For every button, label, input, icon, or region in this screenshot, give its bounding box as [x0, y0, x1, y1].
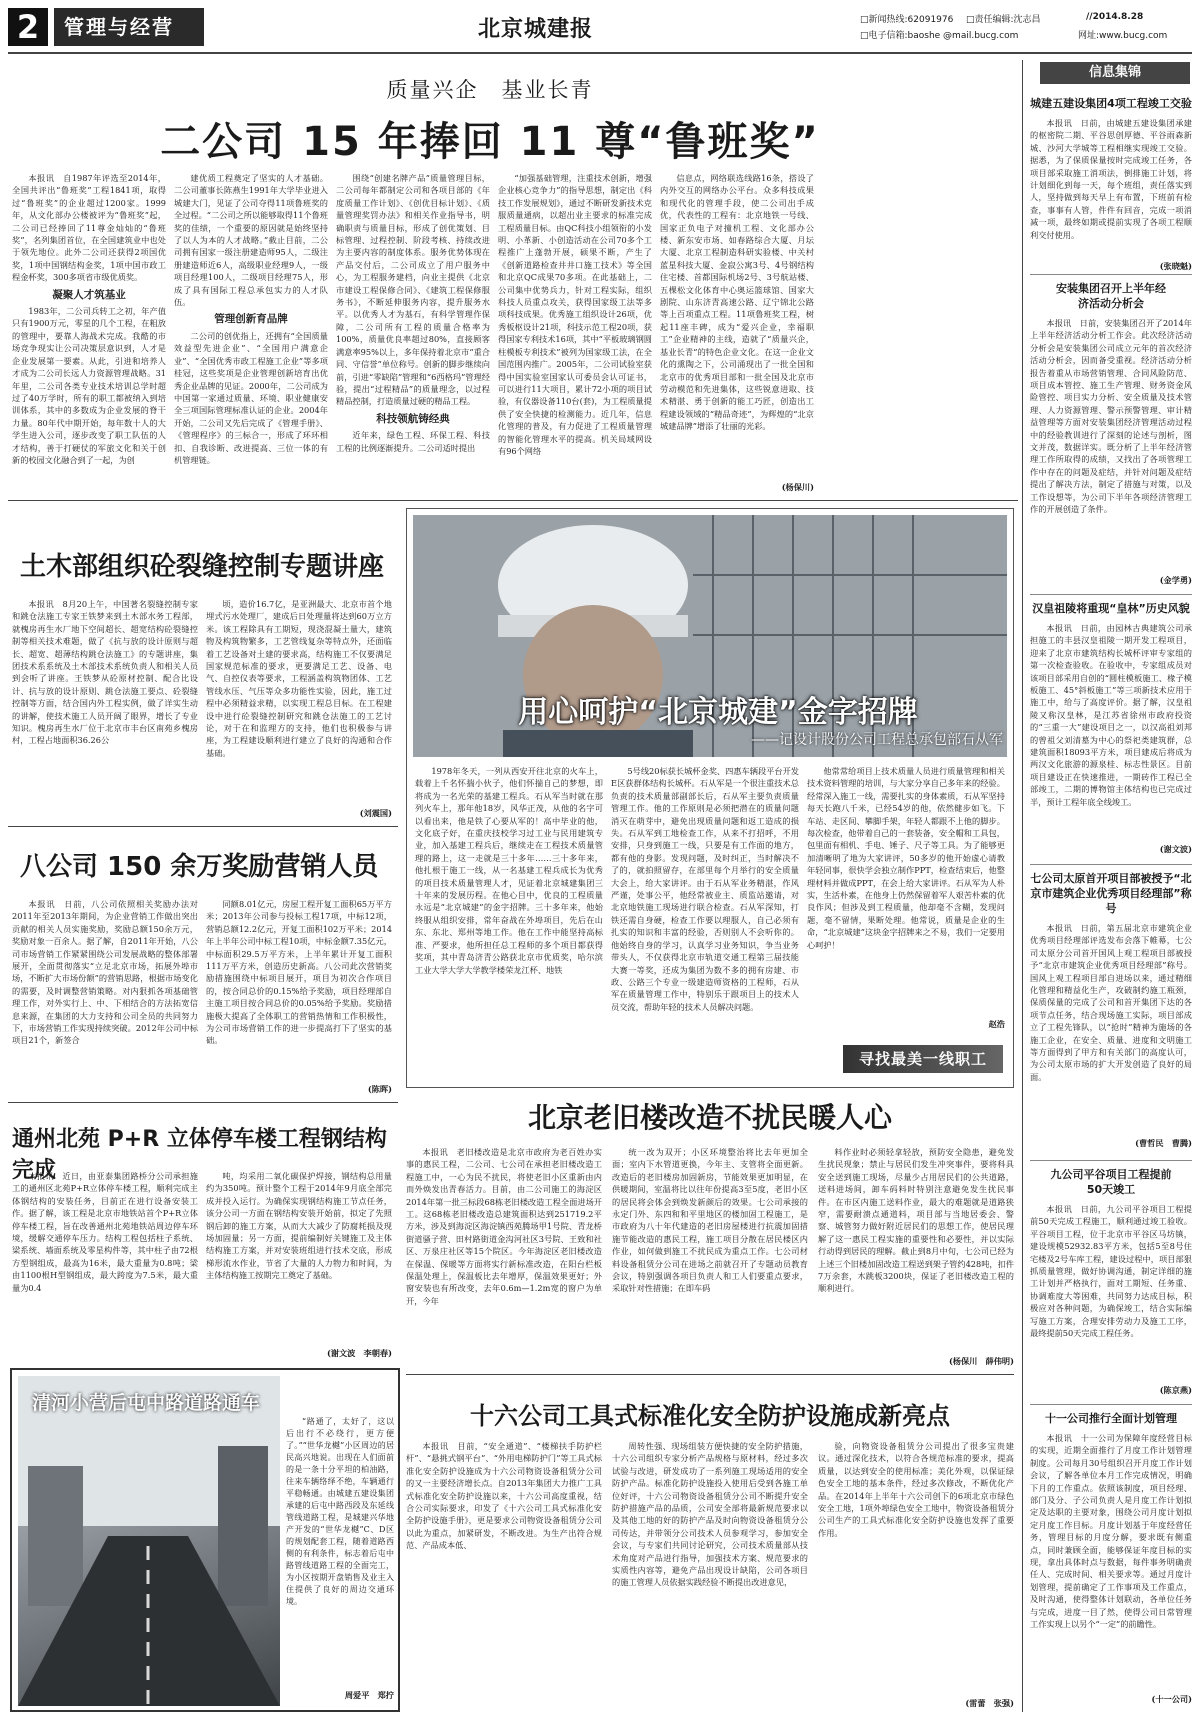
lead-subhead-3: 科技领航铸经典 [376, 412, 450, 425]
sidebar-item-text: 本报讯 十一公司为保障年度经营目标的实现，近期全面推行了月度工作计划管理制度。公司每月30号组织召开月度工作计划会议，了解各单位本月工作完成情况，明确下月的工作重点。依照该制度，项目经理、部门及分、子公司负责人是月度工作计划拟定及达职的主要对象，围绕公司月度计划拟定月度工作目标。月度计划基于年度经营任务，管理目标的月度分解，要求既有侧重点，同时兼顾全面，能够保证年度目标的实现，拿出具体时点与数据，每件事务明确责任人、完成时间、相关要求等。通过月度计划管理，提前确定了工作事项及工作重点，及时沟通，使得整体计划联动，各单位任务与完成，进度一目了然，使得公司日常管理工作实现上以另个“一定”的前瞻性。 [1030, 1433, 1192, 1630]
section-label: 管理与经营 [54, 8, 204, 46]
article-6-col-3 [807, 765, 1005, 1015]
article-2-byline: (刘震国) [359, 808, 392, 818]
website: 网址:www.bucg.com [1078, 31, 1168, 41]
lead-headline: 二公司 15 年捧回 11 尊“鲁班奖” [160, 119, 820, 165]
sidebar-item-byline: (谢文波) [1159, 844, 1192, 854]
paper-name: 北京城建报 [478, 16, 594, 42]
email: □电子信箱:baoshe @mail.bucg.com [860, 31, 1019, 41]
road-photo-image [18, 1376, 280, 1706]
article-8-col-1 [406, 1440, 602, 1710]
sidebar-item-title: 安装集团召开上半年经济活动分析会 [1056, 282, 1166, 310]
article-3-rule [8, 1102, 398, 1103]
lead-col-4 [498, 172, 652, 492]
masthead-rule [8, 52, 1192, 54]
article-3-col-2 [206, 898, 392, 1082]
article-2-col-1 [12, 598, 198, 818]
lead-kicker: 质量兴企 基业长青 [386, 78, 594, 102]
article-4-col-1 [12, 1170, 198, 1360]
article-6-col-2 [611, 765, 799, 1081]
article-3-col-1 [12, 898, 198, 1096]
sidebar-item [1030, 594, 1192, 864]
issue-date: //2014.8.28 [1086, 12, 1144, 22]
sidebar-item-byline: (金学勇) [1159, 575, 1192, 585]
worker-photo [413, 515, 1007, 757]
article-8-headline: 十六公司工具式标准化安全防护设施成新亮点 [470, 1402, 950, 1430]
article-4-col-1-text: 本报讯 近日，由亚泰集团路桥分公司承担施工的通州区北苑P+R立体停车楼工程，顺利完成主体钢结构的安装任务，目前正在进行设备安装工作。据了解，该工程是北京市地铁站首个P+R立体停车楼工程，旨在改善通州北苑地铁站周边停车环境，缓解交通停车压力。结构工程包括柱子系统、梁系统、墙面系统及零星构件等，其中柱子由72根方型钢组成，最高为16米，最大重量为0.8吨；梁由1100根H型钢组成，最大跨度为7.5米，最大重量为0.4 [12, 1171, 198, 1293]
article-7-col-1-text: 本报讯 老旧楼改造是北京市政府为老百姓办实事的惠民工程，二公司、七公司在承担老旧楼改造工程施工中，一心为民不扰民，将使老旧小区重新由内而外焕发出青春活力。目前，由二公司施工的海淀区2014年第一批三标段68栋老旧楼改造工程全面进场开工。这68栋老旧楼改造总建筑面积达到251719.2平方米，涉及到海淀区海淀镇西苑腾场甲1号院、青龙桥街道骚子营、田村路街道金沟河社区3号院、王致和社区、万泉庄社区等15个院区。今年海淀区老旧楼改造在保温、保暖等方面将实行新标准改造，在阳台栏板保温处理上，保温板比去年增厚，保温效果更好；外窗安装也有所改变，去年0.6m—1.2m宽的窗户为单开，今年 [406, 1147, 602, 1306]
sidebar-header-label: 信息集锦 [1088, 65, 1141, 80]
sidebar-item [1030, 1160, 1192, 1404]
article-5-body: “路通了，太好了，这以后出行不必绕行，更方便了。”“世华龙樾”小区周边的居民高兴地说。出现在人们面前的是一条十分平坦的柏油路，往来车辆络绎不绝，车辆通行平稳畅通。由城建五建设集团承建的后屯中路西段及东延线管线道路工程，是城建兴华地产开发的“世华龙樾”C、D区的规划配套工程，随着道路西侧的有利条件，标志着后屯中路管线道路工程的全面完工，为小区按期开盘销售及业主入住提供了良好的周边交通环境。 [286, 1417, 394, 1606]
sidebar-item-body [1030, 922, 1192, 1138]
article-5-byline: 周爱平 郑拧 [344, 1690, 394, 1700]
article-7-col-3 [818, 1146, 1014, 1354]
article-2-rule [8, 826, 398, 827]
sidebar-item-title: 汉皇祖陵将重现“皇林”历史风貌 [1032, 602, 1190, 615]
sidebar-item [1030, 864, 1192, 1160]
article-6-subheadline: ——记设计股份公司工程总承包部石从军 [751, 732, 1003, 748]
article-2-headline: 土木部组织砼裂缝控制专题讲座 [20, 552, 385, 582]
lead-col-1c-text: 1983年，二公司兵转工之初，年产值只有1900万元，零星的几个工程，在粗放的管理中，要靠人海战术完成。我酷的市场竞争现实让公司决策层意识到，人才是企业发展第一要素。从此，引进和培养人才成为二公司长远人力资源管理战略。31年里，二公司各类专业技术培训总学时超过了40万学时，所有的职工都被纳入到培训体系，其中的多数成为企业发展的脊干力量。80年代中期开始，每年数十人的大学生进入公司，逐步改变了职工队伍的人才结构，善于打硬仗的军旅文化和关于创新的校园文化融合到了一起，为创 [12, 306, 166, 465]
lead-col-1-text: 本报讯 自1987年评选至2014年，全国共评出“鲁班奖”工程1841项，取得过“鲁班奖”的企业超过1200家。1999年，从文化部办公楼被评为“鲁班奖”起，二公司已经捧回了11尊金灿灿的“鲁班奖”，名列集团首位，在全国建筑业中也处于领先地位。此外二公司还获得2项国优奖，1项中国钢结构金奖，1项中国市政工程金杯奖，300多项省市级优质奖。 [12, 173, 166, 283]
lead-subhead-1: 凝聚人才筑基业 [52, 288, 126, 301]
sidebar-item-title: 十一公司推行全面计划管理 [1045, 1412, 1177, 1425]
article-6-col-3-text: 他常常给项目上技术质量人员进行质量管理和相关技术资料管理的培训，与大家分享自己多年来的经验。经常深入施工一线，需要扎实的身体素质，石从军坚持每天长跑八千米，已经54岁的他，依然健步如飞。下车站、走区间、攀脚手架，年轻人都跟不上他的脚步。每次检查，他带着自己的一套装备，安全帽和工具包，包里面有相机、手电、锤子、尺子等工具。为了能够更加清晰明了地为大家讲评，50多岁的他开始虚心请教年轻同事，很快学会独立制作PPT，检查结束后，他整理材料并做成PPT，在会上给大家讲评。石从军为人朴实，生活朴素，在他身上仍然保留着军人艰苦朴素的优良作风；但涉及到工程质量，他却毫不含糊，发现问题，毫不留情，果断处理。他常说，质量是企业的生命，“北京城建”这块金字招牌来之不易，我们一定要用心呵护！ [807, 766, 1005, 950]
sidebar-item-text: 本报讯 日前，第五届北京市建筑企业优秀项目经理部评选发布会落下帷幕，七公司太原分公司首开国风上观工程项目部被授予“北京市建筑企业优秀项目经理部”称号。国风上观工程项目部自进场以来，通过精细化管理和精益化生产，攻破制约施工瓶颈，保质保量的完成了公司和首开集团下达的各项节点任务，结合现场施工实际，项目部成立了工程先锋队，以“抢时”精神为施场的各施工企业，在安全、质量、进度和文明施工等方面得到了甲方和有关部门的高度认可，为公司太原市场的扩大开发创造了良好的局面。 [1030, 923, 1192, 1082]
article-5-box [10, 1368, 400, 1712]
article-3-byline: (陈晖) [367, 1084, 392, 1094]
article-6-headline: 用心呵护“北京城建”金字招牌 [518, 695, 918, 730]
lead-col-2 [174, 172, 328, 492]
lead-col-5-text: 信息点，网络联选线路16条，搭设了内外交互的网络办公平台。众多科技成果和现代化的管理手段，使二公司出手成优，代表性的工程有：北京地铁一号线、国家正负电子对撞机工程、文化部办公楼、新东安市场、如春路综合大厦、月坛大厦、北京工程制造科研实验楼、中关村蓝星科技大厦、金寂公寓3号、4号钢结构住宅楼、首都国际机场2号、3号航站楼、五棵松文化体育中心奥运篮球馆、国家大剧院、山东济青高速公路、辽宁锦北公路等上百项重点工程。11项鲁班奖工程，树起11座丰碑，成为“爱兴企业，幸福职工”企业精神的主线，造就了“质量兴企，基业长青”的特色企业文化。在这一企业文化的熏陶之下，公司涌现出了一批全国和北京市的优秀项目部和一批全国及北京市劳动模范和先进集体，这些锐意进取、技术精湛、勇于创新的能工巧匠，创造出工程建设领域的“精品奇迹”，为辉煌的“北京城建品牌”增添了壮丽的光彩。 [660, 173, 814, 432]
article-6-col-2-text: 5号线20标获长城杯金奖、四惠车辆段平台开发E区获群体结构长城杯。石从军是一个很注重技术总负责的技术质量部副部长后，石从军主要负责质量管理工作。他的工作原则是必须把潜在的质量问题消灭在萌芽中，避免出现质量问题和返工造成的损失。石从军到工地检查工作，从来不打招呼，不用安排，只身到施工一线，只要是有工作面的地方，都有他的身影。发现问题，及时纠正，当时解决不了的，就拍照留存，在部里每个月举行的安全质量大会上，给大家讲评。由于石从军业务精湛，作风严谨，处事公平，他经常被业主、质监站邀请，对北京地铁施工现场进行联合检查。石从军深知，打铁还需自身硬，检查工作要以理服人，自己必须有扎实的知识和丰富的经验，否则别人不会听你的。他始终自身的学习，认真学习业务知识，争当业务带头人，不仅获得北京市轨道交通工程第三届技能大赛一等奖，还成为集团为数不多的拥有房建、市政、公路三个专业一级建造师资格的工程师，石从军在质量管理工作中，特别乐于跟项目上的技术人员交流，帮助年轻的技术人员解决问题。 [611, 766, 799, 1012]
masthead [8, 8, 1192, 48]
sidebar-item-body [1030, 1203, 1192, 1385]
article-3-col-1-text: 本报讯 日前，八公司依照相关奖励办法对2011年至2013年期间，为企业营销工作做出突出贡献的相关人员实施奖励，奖励总额150余万元，奖励对象一百余人。据了解，自2011年开始，八公司市场营销工作紧紧围绕公司发展战略的整体部署展开，全面贯彻落实“立足北京市场，拓展外埠市场，不断扩大市场份额”的营销思路，根据市场变化的需要，及时调整营销策略。对内狠抓各项基础管理工作，对外实行上、中、下相结合的方法拓宽信息来源，在集团的大力支持和公司全员的共同努力下，市场营销工作实现持续突破。2012年公司中标项目21个，新签合 [12, 899, 198, 1046]
sidebar-item-text: 本报讯 日前，由园林古典建筑公司承担施工的丰县汉皇祖陵一期开发工程项目，迎来了北京市建筑结构长城杯评审专家组的第一次检查验收。在验收中，专家组成员对该项目部采用自创的“圆柱模板施工、椽子模板施工、45°斜板施工”等三项新技术应用于施工中，给与了高度评价。据了解，汉皇祖陵又称汉皇林，是江苏省徐州市政府投资的“三重一大”建设项目之一，以汉高祖刘邦的曾祖父刘清墓为中心的祭祀类建筑群，总建筑面积18093平方米，项目建成后将成为两汉文化旅游的源泉桂、标志性景区。目前项目建设正在快速推进，一期砖作工程已全部竣工，二期的博物馆主体结构也已完成过半，预计工程年底全线竣工。 [1030, 623, 1192, 807]
article-4-col-2-text: 吨，均采用二氧化碳保护焊接，钢结构总用量约为350吨。预计整个工程于2014年9月底全部完成并投入运行。为确保实现钢结构施工节点任务，该分公司一方面在钢结构安装开始前，拟定了先照钢后卸的施工方案，从而大大减少了防腐耗损及现场加固量；另一方面，提前编制好关键施工及主体结构施工方案，并对安装班组进行技术交底，形成梯形流水作业，节省了大量的人力物力和时间，为主体结构施工按期完工奠定了基础。 [206, 1171, 392, 1281]
sidebar-item-body [1030, 1432, 1192, 1694]
article-2-col-1-text: 本报讯 8月20上午，中国著名裂缝控制专家和跳仓法施工专家王铁梦来到土木部水务工程部，就槐房再生水厂地下空间超长、超宽结构砼裂缝控制等相关技术难题，做了《抗与放的设计原则与超长、超宽、超薄结构跳仓法施工》的专题讲座，集团技术系系统及土木部技术系统负责人和相关人员到会听了讲座。王铁梦从砼原材控制、配合比设计、抗与放的设计原则、跳仓法施工要点、砼裂缝控制等方面，结合国内外工程实例，做了详实生动的讲解，使技术施工人员开阔了眼界，增长了专业知识。槐房再生水厂位于北京市丰台区南苑乡槐房村，工程占地面积36.26公 [12, 599, 198, 746]
article-6-col-1-text: 1978年冬天，一列从西安开往北京的火车上，载着上千名怀揣小伙子，他们怀揣自己的梦想，即将成为一名光荣的基建工程兵。石从军当时就在那列火车上，那年他18岁，风华正茂，从他的名字可以看出来，他是铁了心要从军的！高中毕业的他，文化底子好，在重庆技校学习过工业与民用建筑专业，加入基建工程兵后，继续走在工程技术质量管理的路上，这一走就是三十多年……三十多年来，他扎根于施工一线，从一名基建工程兵成长为优秀的项目技术质量管理人才，见证着北京城建集团三十年来的发展历程。在他心目中，优良的工程质量永远是“北京城建”的金字招牌。三十多年来，他始终服从组织安排，常年奋战在外埠项目，先后在山东、东北、郑州等地工作。他在工作中能坚持高标准、严要求，他所担任总工程师的多个项目都获得奖项，其中青岛济青公路获北京市优质奖，哈尔滨工业大学大学大学教学楼荣龙江杯、地铁 [415, 766, 603, 975]
article-6-byline: 赵浩 [988, 1019, 1005, 1029]
sidebar-list [1030, 96, 1192, 1706]
sidebar-header [1040, 62, 1190, 84]
sidebar-divider [1022, 60, 1023, 1712]
article-8-byline: (雷蕾 张强) [965, 1698, 1014, 1708]
article-7-col-2 [612, 1146, 808, 1370]
article-7-col-2-text: 统一改为双开；小区环境整治将比去年更加全面；室内下水管道更换，今年主、支管将全面更新。改造后的老旧楼房加固新房，节能效果更加明显，在供暖期间，室温将比以往年份提高3至5度，老旧小区的居民将会体会到焕发新颜后的效果。七公司承接的永定门外、东四和和平里地区的楼加固工程施工，是市政府为八十年代建造的老旧房屋楼进行抗震加固措施节能改造的惠民工程，施工项目分散在居民楼区内作业，如何做到施工不扰民成为重点工作。七公司材料设备租赁分公司在进场之前就召开了专题动员教育会议，特别强调各项目负责人和工人们要重点要求，采取针对性措施；在即车码 [612, 1147, 808, 1294]
lead-subhead-2: 管理创新育品牌 [214, 313, 288, 326]
article-2-col-2 [206, 598, 392, 804]
article-7-rule [406, 1374, 1014, 1375]
article-8-col-1-text: 本报讯 目前，“安全通道”、“楼梯扶手防护栏杆”、“悬挑式钢平台”、“外用电梯防护门”等工具式标准化安全防护设施成为十六公司物资设备租赁分公司的又一主要经济增长点。自2013年集团大力推广工具式标准化安全防护设施以来，十六公司高度重视，结合公司实际要求，印发了《十六公司工具式标准化安全防护设施手册》，更是要求公司物资设备租赁分公司以此为重点，加紧研发，不断改进。为生产出符合规范、产品成本低、 [406, 1441, 602, 1551]
lead-col-5 [660, 172, 814, 480]
article-7-col-3-text: 料作业时必须轻拿轻放，预防安全隐患，避免发生扰民现象；禁止与居民们发生冲突事件，要将科具安全送到施工现场，尽量少占用居民们的公共道路，送料进场间，卸车码料时特别注意避免发生扰民事件。在市区内施工送料作业，最大的难题就是道路狭窄，需要耐溃点通道料，项目部与当地居委会、警察、城管努力做好附近居民们的思想工作，使居民理解了这一惠民工程实施的重要性和必要性，并以实际行动得到居民的理解。截止到8月中旬，七公司已经为上述三个旧楼加固改造工程送到架子管约428吨，扣件7万余套，木跳板3200块，保证了老旧楼改造工程的顺利进行。 [818, 1147, 1014, 1294]
article-4-headline: 通州北苑 P+R 立体停车楼工程钢结构完成 [12, 1127, 387, 1183]
lead-col-2b-text: 二公司的创优指上，还拥有“全国质量效益型先进企业”、“全国用户满意企业”、“全国优秀市政工程施工企业”等多项桂冠，这些奖项是企业管理创新培育出优秀企业品牌的见证。2000年，二公司成为中国第一家通过质量、环境、职业健康安全三项国际管理标准认证的企业。2004年开始，二公司又先后完成了《管理手册》、《管理程序》的三标合一，形成了环环相扣、自我诊断、改进提高、三位一体的有机管理链。 [174, 330, 328, 465]
hotline: □新闻热线:62091976 [860, 15, 954, 25]
article-7-col-1 [406, 1146, 602, 1370]
article-8-col-3-text: 验，向物资设备租赁分公司提出了很多宝贵建议。通过深化技术，以符合各规范标准的要求，提高质量，以达到安全的使用标准；美化外观，以保证绿色安全工地的基本条件，经过多次修改，不断优化产品。在2014年上半年十六公司创下的6项北京市绿色安全工地，1项外埠绿色安全工地中，物资设备租赁分公司生产的工具式标准化安全防护设施也发挥了重要作用。 [818, 1441, 1014, 1538]
lead-col-3-text: 围绕“创建名牌产品”质量管理目标，二公司每年都制定公司和各项目部的《年度质量工作计划》、《创优目标计划》、《质量管理奖罚办法》和相关作业指导书，明确职责与质量目标，形成了创优策划、目标管理、过程控制、阶段考核、持续改进为主要内容的制度体系。服务优势体现在产品交付后，二公司成立了用户服务中心，为工程服务建档，向业主提供《北京市建设工程保修合同》、《建筑工程保修服务书》，不断延伸服务内容，提升服务水平。以优秀人才为基石，有科学管理作保障，二公司所有工程的质量合格率为100%，质量优良率超过80%，直接顾客满意率95%以上，多年保持着北京市“重合同、守信誉”单位称号。创新的脚步继续向前，引进“零缺陷”管理和“6西格玛”管理经验，提出“过程精品”的质量理念，以过程精品控制，打造质量过硬的精品工程。 [336, 173, 490, 407]
article-7-headline: 北京老旧楼改造不扰民暖人心 [527, 1101, 892, 1134]
road-photo [18, 1376, 280, 1706]
sidebar-item-body [1030, 117, 1192, 261]
sidebar-item-title: 城建五建设集团4项工程竣工交验 [1030, 97, 1192, 110]
lead-bottom-rule [8, 500, 1018, 501]
article-5-headline: 清河小营后屯中路道路通车 [32, 1392, 261, 1414]
article-3-headline: 八公司 150 余万奖励营销人员 [20, 852, 379, 882]
sidebar-item-body [1030, 622, 1192, 844]
lead-col-3b-text: 近年来，绿色工程、环保工程、科技工程的比例逐渐提升。二公司适时提出 [336, 430, 490, 453]
column-badge: 寻找最美一线职工 [843, 1045, 1003, 1073]
article-8-col-3 [818, 1440, 1014, 1694]
article-6-frame [406, 508, 1014, 1088]
article-8-col-2 [612, 1440, 808, 1710]
sidebar-item [1030, 1404, 1192, 1706]
sidebar-item-text: 本报讯 日前，九公司平谷项目工程提前50天完成工程施工，顺利通过竣工验收。平谷项目工程，位于北京市平谷区马坊镇，建设规模52932.83平方米，包括5至8号住宅楼及2号车库工程，建设过程中，项目部狠抓质量管理，做好协调沟通，制定详细的施工计划并严格执行，面对工期短、任务重、协调难度大等困难，共同努力达成目标，积极应对各种问题，为确保竣工，结合实际编写施工方案，合理安排劳动力及施工工序，最终提前50天完成工程任务。 [1030, 1204, 1192, 1339]
sidebar-item [1030, 96, 1192, 274]
sidebar-item-byline: (陈京燕) [1159, 1385, 1192, 1395]
sidebar-item-body [1030, 317, 1192, 575]
article-4-col-2 [206, 1170, 392, 1346]
article-4-byline: (谢文波 李朝春) [326, 1348, 392, 1358]
article-3-col-2-text: 同额8.01亿元，房屋工程开复工面积65万平方米；2013年公司参与投标工程17项，中标12项，营销总额12.2亿元，开复工面积102万平米；2014年上半年公司中标工程10项，中标金额7.35亿元，中标面积29.5万平方米，上半年累计开复工面积111万平方米，创造历史新高。八公司此次营销奖励措施围绕中标项目展开，项目为初次合作项目的，按合同总价的0.15%给予奖励，项目经理部自主施工项目按合同总价的0.05%给予奖励。奖励措施极大提高了全体职工的营销热情和工作积极性，为公司市场营销工作的进一步提高打下了坚实的基础。 [206, 899, 392, 1046]
sidebar-item-byline: (十一公司) [1151, 1694, 1192, 1704]
sidebar-item-title: 七公司太原首开项目部被授予“北京市建筑企业优秀项目经理部”称号 [1030, 872, 1192, 915]
article-8-col-2-text: 周转性强、现场组装方便快捷的安全防护措施，十六公司组织专家分析产品规格与原材料，经过多次试验与改进，研发成功了一系列施工现场适用的安全防护产品。标准化防护设施投入使用后受到各施工单位好评，十六公司物资设备租赁分公司不断提升安全防护措施产品的品质，公司安全部将最新规范要求以及其他工地的好的防护产品及时向物资设备租赁分公司传达，并带领分公司技术人员参观学习，参加安全会议，与专家们共同讨论研究，公司技术质量部从技术角度对产品进行指导，加强技术方案、规范要求的实质性内容等，避免产品出现设计缺陷，公司各项目的施工管理人员依据实践经验不断提出改进意见， [612, 1441, 808, 1588]
page-number: 2 [8, 8, 48, 46]
article-5-text [286, 1416, 394, 1686]
sidebar-item-byline: (曹哲民 曹腾) [1135, 1138, 1192, 1148]
lead-col-3 [336, 172, 490, 492]
sidebar-item-text: 本报讯 日前，由城建五建设集团承建的枢密院二期、平谷思创厚德、平谷雨森新城、沙河大学城等工程相继实现竣工交验。据悉，为了保质保量按时完成竣工任务，各项目部采取施工消项法，倒排施工计划，将计划细化到每一天，每个班组，责任落实到人，坚持做到每天早上有布置，下班前有检查，事事有人管，件件有回音，完成一项消减一项，最终如期或提前实现了各项工程顺利交付使用。 [1030, 118, 1192, 240]
sidebar-item-byline: (张晓魁) [1159, 261, 1192, 271]
sidebar-item [1030, 274, 1192, 594]
sidebar-item-text: 本报讯 日前，安装集团召开了2014年上半年经济活动分析工作会。此次经济活动分析会是安装集团公司成立元年的首次经济活动分析会，因而备受重视。经济活动分析报告着重从市场营销管理、合同风险防范、项目成本管控、施工生产管理、财务资金风险管控、项目实力分析、安全质量及技术管理、人力资源管理、警示预警管理、审计精益管理等方面对安装集团经济管理活动过程中的经验教训进行了深刻的论述与剖析，图文并茂，数据详实。既分析了上半年经济管理工作所取得的成绩，又找出了各项管理工作中存在的问题及症结，并针对问题及症结提出了解决方法，制定了措施与对策，以及工作设想等，为公司下半年各项经济管理工作的开展创造了条件。 [1030, 318, 1192, 515]
lead-col-1 [12, 172, 166, 492]
editor: □责任编辑:沈志昌 [966, 15, 1041, 25]
lead-col-4-text: “加强基础管理，注重技术创新，增强企业核心竞争力”的指导思想，制定出《科技工作发展规划》，通过不断研发新技术克服质量通病，以超出业主要求的标准完成工程质量目标。由QC科技小组领衔的小发明、小革新、小创造活动在公司70多个工程推广上蓬勃开展，硕果不断，产生了《创新道路检查井井口施工技术》等全国和北京QC成果70多项。在此基础上，二公司集中优势兵力，针对工程实际，组织科技人员重点攻关，获得国家级工法等多项科技成果。优秀施工组织设计26项，优秀板枢设计21项，科技示范工程20项，获得国家专利技术16项，其中“平板玻璃钢圆柱模板专利技术”被列为国家级工法，在全国范围内推广。2005年，二公司试验室获得中国实验室国家认可委员会认可证书，可以进行11大项目，累计72小项的项目试验，有仪器设备110台(套)，为工程质量提供了安全快捷的检测能力。近几年，信息化管理的普及，有力促进了工程质量管理的智能化管理水平的提高。机关局域网设有96个网络 [498, 173, 652, 456]
lead-col-2-text: 建优质工程奠定了坚实的人才基础。二公司董事长陈燕生1991年大学毕业进入城建大门，见证了公司夺得11项鲁班奖的全过程。“二公司之所以能够取得11个鲁班奖的佳绩，一个重要的原因就是始终坚持了以人为本的人才战略。”截止目前，二公司拥有国家一级注册建造师95人，二级注册建造师近6人，高级职业经理9人，一级项目经理100人，二级项目经理75人，形成了具有国际工程总承包实力的人才队伍。 [174, 173, 328, 308]
article-2-col-2-text: 顷，造价16.7亿，是亚洲最大、北京市首个地埋式污水处理厂，建成后日处理量将达到60万立方米。该工程除具有工期短，现浇混凝土量大，建筑物及构筑物繁多，工艺管线复杂等特点外，还面临着工艺设备对土建的要求高，结构施工不仅要满足国家规范标准的要求，更要满足工艺、设备、电气、自控仪表等要求，工程涵盖构筑物团体、工艺管线水压、气压等众多功能性实验，因此，施工过程中必须精益求精，以实现工程总目标。在工程建设中进行砼裂缝控制研究和跳仓法施工的工艺讨论，对于在和监理方的支持，他们也积极参与讲座，为工程建设顺利进行建立了良好的沟通和合作基础。 [206, 599, 392, 758]
article-6-col-1 [415, 765, 603, 1081]
lead-byline: (杨保川) [781, 482, 814, 492]
sidebar-item-title: 九公司平谷项目工程提前50天竣工 [1050, 1168, 1172, 1196]
article-7-byline: (杨保川 薛伟明) [948, 1356, 1014, 1366]
